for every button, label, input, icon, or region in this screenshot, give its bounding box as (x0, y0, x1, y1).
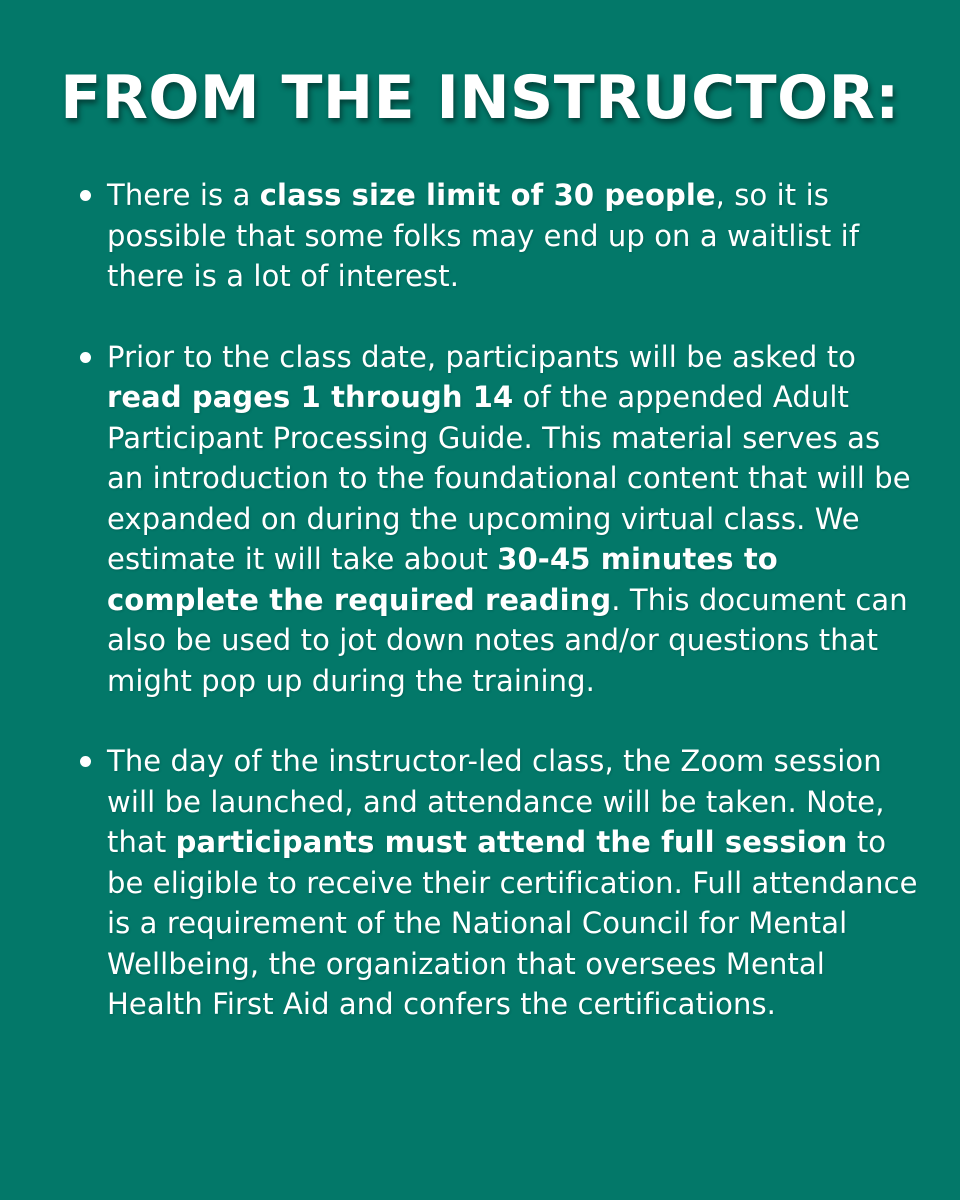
bullet-text-part: The day of the instructor-led class, the Zoom session will be launched, and attendance will be taken. Note, that (107, 744, 885, 859)
bullet-item-pre-reading (0, 337, 960, 702)
bullet-text-part: There is a (107, 178, 260, 212)
bullet-emphasis: read pages 1 through 14 (107, 380, 514, 414)
bullet-emphasis: participants must attend the full session (175, 825, 848, 859)
bullet-text-part: of the appended Adult Participant Processing Guide. This material serves as an introduction to the foundational content that will be expanded on during the upcoming virtual class. We estimate it will take about (107, 380, 911, 576)
bullet-text-part: to be eligible to receive their certification. Full attendance is a requirement of the National Council for Mental Wellbeing, the organization that oversees Mental Health First Aid and confers the certifications. (107, 825, 918, 1021)
bullet-item-class-size (0, 175, 960, 297)
bullet-text-part: Prior to the class date, participants will be asked to (107, 339, 857, 374)
bullet-text-part: . This document can also be used to jot down notes and/or questions that might pop up during the training. (107, 582, 908, 698)
bullet-dot-icon (80, 756, 91, 767)
bullet-dot-icon (80, 352, 91, 363)
page-title: FROM THE INSTRUCTOR: (60, 63, 900, 133)
bullet-list (0, 175, 960, 1025)
bullet-text-part: , so it is possible that some folks may end up on a waitlist if there is a lot of interest. (107, 178, 860, 293)
bullet-item-attendance (0, 741, 960, 1025)
bullet-emphasis: class size limit of 30 people (259, 178, 716, 212)
bullet-emphasis: 30-45 minutes to complete the required reading (107, 542, 778, 617)
bullet-dot-icon (80, 190, 91, 201)
